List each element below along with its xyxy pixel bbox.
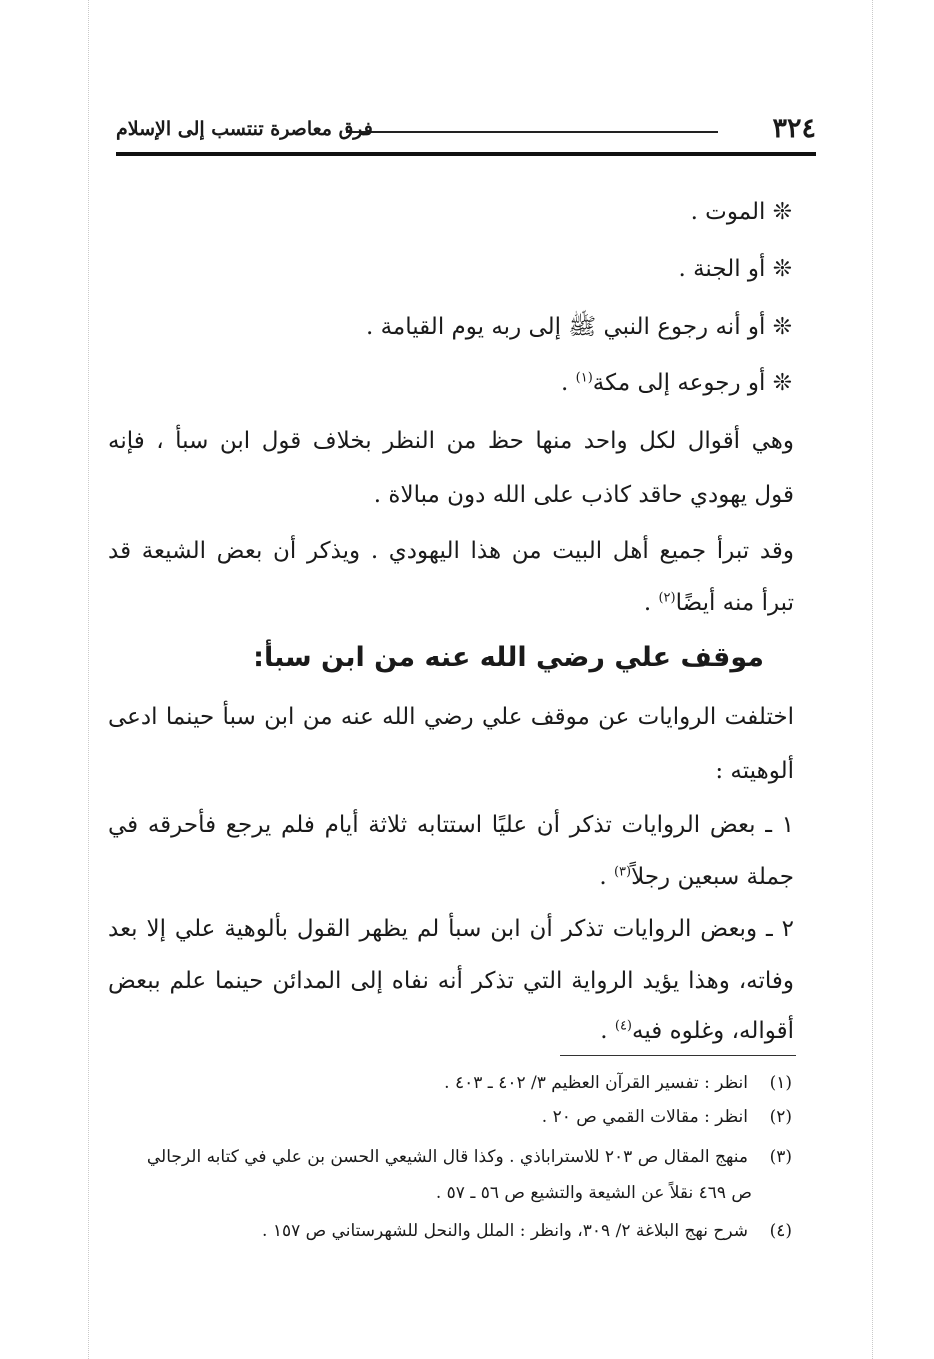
bullet-item-paradise: ❊ أو الجنة . — [678, 256, 792, 282]
paragraph-text: أقواله، وغلوه فيه — [632, 1018, 794, 1044]
paragraph-4-line-1: ١ ـ بعض الروايات تذكر أن عليًا استتابه ثلاثة أيام فلم يرجع فأحرقه في — [108, 812, 794, 838]
footnote-ref-2: (٢) — [658, 590, 676, 606]
paragraph-3-line-1: اختلفت الروايات عن موقف علي رضي الله عنه من ابن سبأ حينما ادعى — [108, 704, 794, 730]
page-number: ٣٢٤ — [772, 113, 816, 144]
paragraph-2-line-1: وقد تبرأ جميع أهل البيت من هذا اليهودي . ويذكر أن بعض الشيعة قد — [108, 538, 794, 564]
paragraph-5-line-2: وفاته، وهذا يؤيد الرواية التي تذكر أنه نفاه إلى المدائن حينما علم ببعض — [108, 968, 794, 994]
footnote-text: انظر : تفسير القرآن العظيم ٣/ ٤٠٢ ـ ٤٠٣ . — [444, 1073, 748, 1093]
book-title: فرق معاصرة تنتسب إلى الإسلام — [116, 118, 373, 140]
scan-margin-line — [872, 0, 873, 1359]
footnote-separator — [560, 1055, 796, 1056]
footnote-ref-4: (٤) — [614, 1018, 632, 1034]
footnote-number: (١) — [769, 1073, 792, 1093]
paragraph-end: . — [643, 590, 659, 616]
bullet-item-return-to-mecca — [108, 366, 792, 400]
bullet-item-prophet-return: ❊ أو أنه رجوع النبي ﷺ إلى ربه يوم القيامة . — [365, 314, 792, 340]
footnote-4 — [108, 1218, 792, 1244]
paragraph-end: . — [600, 1018, 615, 1044]
paragraph-4-line-2 — [108, 860, 794, 894]
footnote-text: شرح نهج البلاغة ٢/ ٣٠٩، وانظر : الملل والنحل للشهرستاني ص ١٥٧ . — [262, 1221, 748, 1241]
footnote-ref-1: (١) — [575, 370, 593, 386]
bullet-text: ❊ أو رجوعه إلى مكة — [592, 370, 792, 396]
footnote-number: (٢) — [769, 1107, 792, 1127]
footnote-number: (٤) — [769, 1221, 792, 1241]
footnote-2 — [108, 1104, 792, 1130]
header-dash-line — [346, 131, 718, 133]
footnote-1 — [108, 1070, 792, 1096]
footnote-text: انظر : مقالات القمي ص ٢٠ . — [541, 1107, 748, 1127]
paragraph-text: جملة سبعين رجلاً — [631, 864, 794, 890]
bullet-item-death: ❊ الموت . — [690, 199, 792, 225]
footnote-text: منهج المقال ص ٢٠٣ للاستراباذي . وكذا قال الشيعي الحسن بن علي في كتابه الرجالي — [146, 1147, 748, 1167]
paragraph-3-line-2: ألوهيته : — [715, 758, 794, 784]
scan-margin-line — [88, 0, 89, 1359]
paragraph-end: . — [599, 864, 614, 890]
paragraph-2-line-2 — [108, 586, 794, 620]
paragraph-1-line-1: وهي أقوال لكل واحد منها حظ من النظر بخلاف قول ابن سبأ ، فإنه — [108, 428, 794, 454]
section-heading: موقف علي رضي الله عنه من ابن سبأ: — [253, 642, 764, 673]
paragraph-1-line-2: قول يهودي حاقد كاذب على الله دون مبالاة . — [373, 482, 794, 508]
bullet-end: . — [561, 370, 576, 396]
paragraph-text: تبرأ منه أيضًا — [675, 590, 794, 616]
footnote-3 — [108, 1144, 792, 1170]
footnote-ref-3: (٣) — [613, 864, 632, 880]
footnote-number: (٣) — [769, 1147, 792, 1167]
paragraph-5-line-3 — [108, 1014, 794, 1048]
running-header — [116, 112, 816, 152]
paragraph-5-line-1: ٢ ـ وبعض الروايات تذكر أن ابن سبأ لم يظهر القول بألوهية علي إلا بعد — [108, 916, 794, 942]
footnote-3-continuation: ص ٤٦٩ نقلاً عن الشيعة والتشيع ص ٥٦ ـ ٥٧ . — [435, 1183, 752, 1203]
header-rule — [116, 152, 816, 156]
